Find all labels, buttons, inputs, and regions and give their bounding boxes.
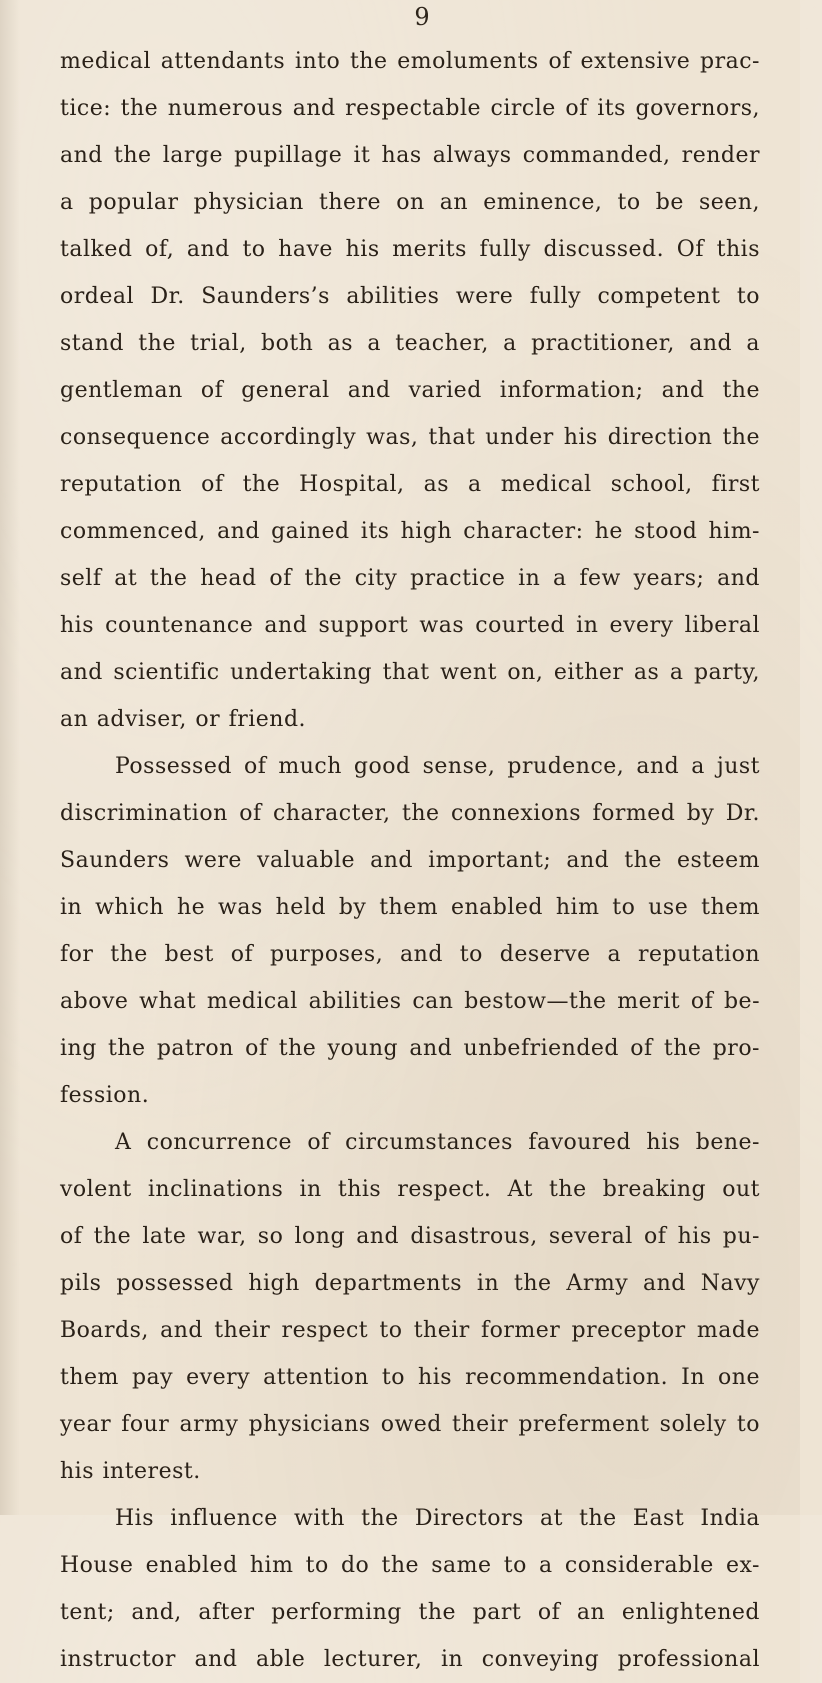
text-line: them pay every attention to his recommendation. In one (60, 1365, 760, 1390)
text-line: a popular physician there on an eminence, to be seen, (60, 190, 760, 215)
text-line: in which he was held by them enabled him to use them (60, 895, 760, 920)
text-line: ing the patron of the young and unbefriended of the pro- (60, 1036, 760, 1061)
text-line: for the best of purposes, and to deserve a reputation (60, 942, 760, 967)
text-line: commenced, and gained its high character: he stood him- (60, 519, 760, 544)
text-line: gentleman of general and varied information; and the (60, 378, 760, 403)
page-edge-shadow (0, 0, 20, 1515)
text-line: self at the head of the city practice in a few years; and (60, 566, 760, 591)
text-line: tent; and, after performing the part of an enlightened (60, 1600, 760, 1625)
text-line: discrimination of character, the connexions formed by Dr. (60, 801, 760, 826)
text-line: Saunders were valuable and important; and the esteem (60, 848, 760, 873)
text-line: fession. (60, 1083, 150, 1108)
paragraph-start-line: Possessed of much good sense, prudence, and a just (115, 754, 760, 779)
text-line: volent inclinations in this respect. At the breaking out (60, 1177, 760, 1202)
text-line: Boards, and their respect to their former preceptor made (60, 1318, 760, 1343)
text-line: and scientific undertaking that went on, either as a party, (60, 660, 760, 685)
text-line: and the large pupillage it has always commanded, render (60, 143, 760, 168)
paragraph-start-line: A concurrence of circumstances favoured his bene- (115, 1130, 760, 1155)
text-line: talked of, and to have his merits fully discussed. Of this (60, 237, 760, 262)
text-line: year four army physicians owed their preferment solely to (60, 1412, 760, 1437)
paragraph-start-line: His influence with the Directors at the East India (115, 1506, 760, 1531)
text-line: an adviser, or friend. (60, 707, 307, 732)
text-line: medical attendants into the emoluments of extensive prac- (60, 49, 760, 74)
text-line: tice: the numerous and respectable circle of its governors, (60, 96, 760, 121)
text-line: pils possessed high departments in the Army and Navy (60, 1271, 760, 1296)
page-number: 9 (414, 3, 430, 31)
text-line: of the late war, so long and disastrous, several of his pu- (60, 1224, 760, 1249)
text-line: stand the trial, both as a teacher, a practitioner, and a (60, 331, 760, 356)
text-line: consequence accordingly was, that under his direction the (60, 425, 760, 450)
text-line: ordeal Dr. Saunders’s abilities were fully competent to (60, 284, 760, 309)
text-line: his interest. (60, 1459, 201, 1484)
text-line: above what medical abilities can bestow—the merit of be- (60, 989, 760, 1014)
text-line: instructor and able lecturer, in conveying professional (60, 1647, 760, 1672)
text-line: reputation of the Hospital, as a medical school, first (60, 472, 760, 497)
text-line: his countenance and support was courted in every liberal (60, 613, 760, 638)
body-text (60, 38, 760, 1683)
text-line: House enabled him to do the same to a considerable ex- (60, 1553, 760, 1578)
